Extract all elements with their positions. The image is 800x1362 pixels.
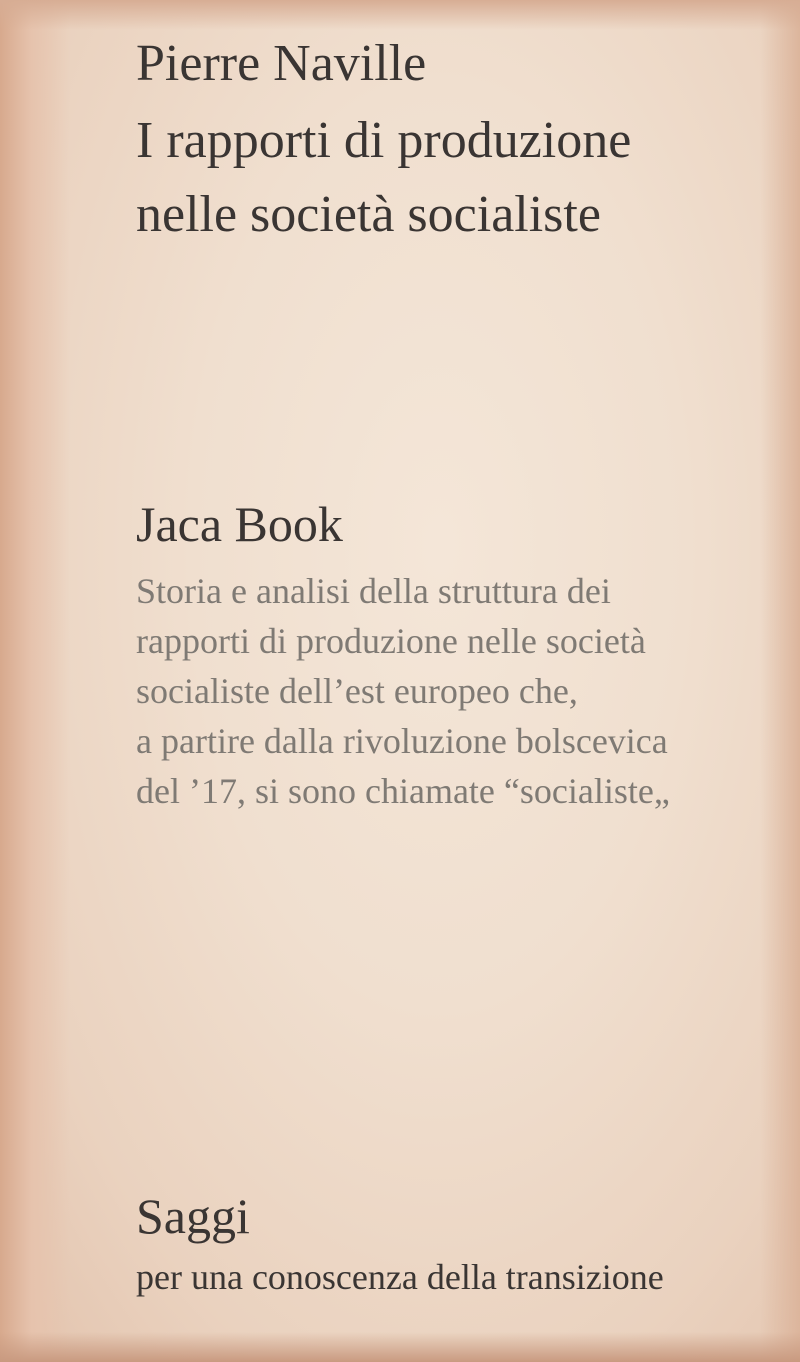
blurb-line: del ’17, si sono chiamate “socialiste„ (136, 771, 670, 811)
series-subtitle: per una conoscenza della transizione (136, 1257, 664, 1297)
bottom-edge-toning (0, 1332, 800, 1362)
blurb-line: Storia e analisi della struttura dei (136, 571, 611, 611)
blurb-line: socialiste dell’est europeo che, (136, 671, 578, 711)
book-title (136, 104, 631, 252)
title-line: I rapporti di produzione (136, 112, 632, 169)
series-name: Saggi (136, 1188, 250, 1244)
blurb-line: rapporti di produzione nelle società (136, 621, 646, 661)
blurb-line: a partire dalla rivoluzione bolscevica (136, 721, 668, 761)
top-edge-toning (0, 0, 800, 30)
spine-toning (0, 0, 70, 1362)
author-name: Pierre Naville (136, 35, 427, 92)
cover-blurb (136, 566, 670, 816)
right-edge-toning (760, 0, 800, 1362)
title-line: nelle società socialiste (136, 186, 601, 243)
publisher-name: Jaca Book (136, 496, 343, 552)
